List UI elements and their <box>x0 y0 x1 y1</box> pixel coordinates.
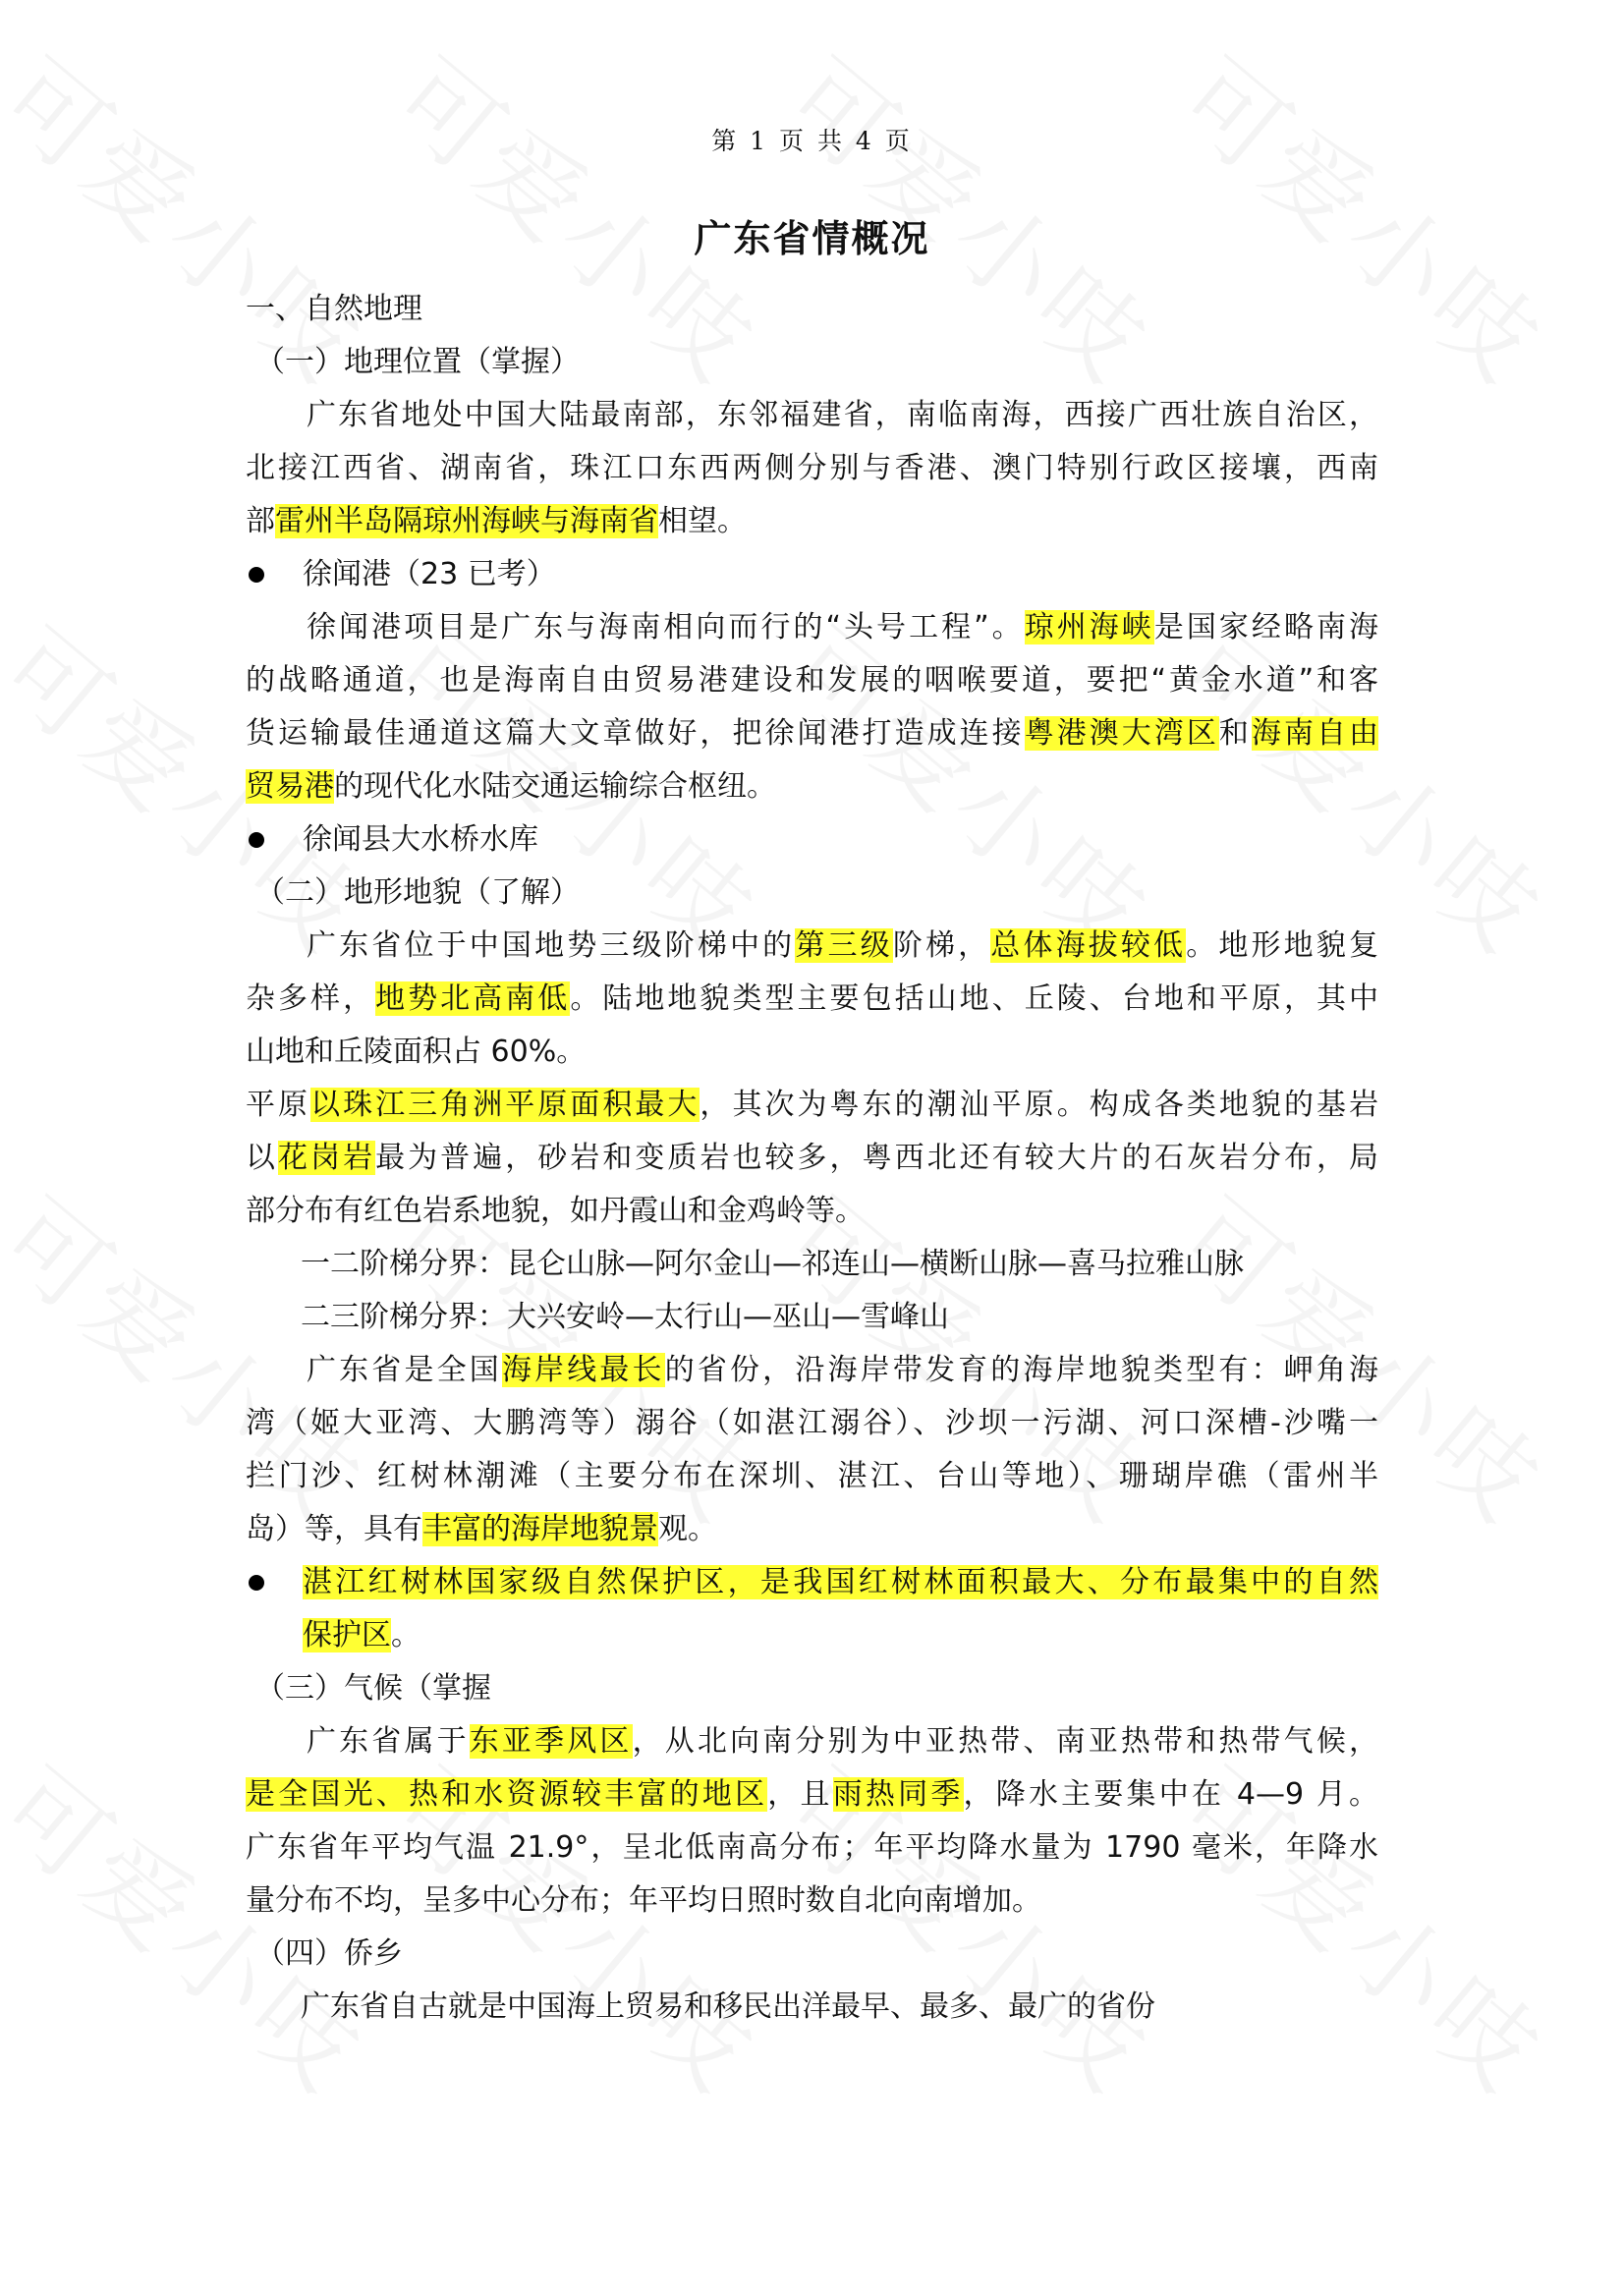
paragraph-line: 部分布有红色岩系地貌，如丹霞山和金鸡岭等。 <box>246 1194 865 1228</box>
paragraph-line: 广东省自古就是中国海上贸易和移民出洋最早、最多、最广的省份 <box>301 1989 1155 2024</box>
paragraph-line: 拦门沙、红树林潮滩（主要分布在深圳、湛江、台山等地）、珊瑚岸礁（雷州半 <box>246 1459 1378 1493</box>
subsection-heading: （二）地形地貌（了解） <box>255 875 580 910</box>
paragraph-line: 是全国光、热和水资源较丰富的地区，且雨热同季，降水主要集中在 4—9 月。 <box>246 1777 1378 1812</box>
paragraph-line: 湾（姬大亚湾、大鹏湾等）溺谷（如湛江溺谷）、沙坝一污湖、河口深槽-沙嘴一 <box>246 1406 1378 1440</box>
highlight: 地势北高南低 <box>375 981 571 1016</box>
highlight: 海南自由 <box>1251 716 1378 751</box>
highlight: 总体海拔较低 <box>990 928 1187 963</box>
highlight: 贸易港 <box>246 769 334 804</box>
highlight: 粤港澳大湾区 <box>1024 716 1219 751</box>
bullet-item <box>246 1556 1378 1609</box>
note-line: 二三阶梯分界：大兴安岭—太行山—巫山—雪峰山 <box>301 1300 949 1334</box>
highlight: 第三级 <box>795 928 893 963</box>
bullet-dot-icon <box>249 1575 264 1591</box>
paragraph-line: 贸易港的现代化水陆交通运输综合枢纽。 <box>246 769 776 804</box>
bullet-item: 徐闻港（23 已考） <box>246 548 1378 601</box>
paragraph-line: 货运输最佳通道这篇大文章做好，把徐闻港打造成连接粤港澳大湾区和海南自由 <box>246 716 1378 751</box>
paragraph-line: 的战略通道，也是海南自由贸易港建设和发展的咽喉要道，要把“黄金水道”和客 <box>246 663 1378 698</box>
paragraph-line: 北接江西省、湖南省，珠江口东西两侧分别与香港、澳门特别行政区接壤，西南 <box>246 451 1378 485</box>
paragraph-line: 岛）等，具有丰富的海岸地貌景观。 <box>246 1512 717 1546</box>
highlight: 雨热同季 <box>832 1777 964 1812</box>
document-body <box>246 283 1378 2034</box>
paragraph-line: 徐闻港项目是广东与海南相向而行的“头号工程”。琼州海峡是国家经略南海 <box>307 610 1378 644</box>
highlight: 海岸线最长 <box>501 1353 665 1387</box>
highlight: 琼州海峡 <box>1024 610 1154 644</box>
highlight: 丰富的海岸地貌景 <box>422 1512 658 1546</box>
highlight: 东亚季风区 <box>469 1724 633 1759</box>
paragraph-line: 广东省位于中国地势三级阶梯中的第三级阶梯，总体海拔较低。地形地貌复 <box>307 928 1378 963</box>
bullet-dot-icon <box>249 832 264 848</box>
paragraph-line: 部雷州半岛隔琼州海峡与海南省相望。 <box>246 504 747 538</box>
paragraph-line: 广东省地处中国大陆最南部，东邻福建省，南临南海，西接广西壮族自治区， <box>307 398 1378 432</box>
highlight: 是全国光、热和水资源较丰富的地区 <box>246 1777 768 1812</box>
section-heading: 一、自然地理 <box>246 292 422 326</box>
paragraph-line: 平原以珠江三角洲平原面积最大，其次为粤东的潮汕平原。构成各类地貌的基岩 <box>246 1088 1378 1122</box>
paragraph-line: 广东省是全国海岸线最长的省份，沿海岸带发育的海岸地貌类型有：岬角海 <box>307 1353 1378 1387</box>
highlight: 保护区 <box>303 1618 391 1652</box>
highlight: 以珠江三角洲平原面积最大 <box>310 1088 700 1122</box>
paragraph-line: 广东省属于东亚季风区，从北向南分别为中亚热带、南亚热带和热带气候， <box>307 1724 1378 1759</box>
paragraph-line: 广东省年平均气温 21.9°，呈北低南高分布；年平均降水量为 1790 毫米，年降水 <box>246 1830 1378 1865</box>
paragraph-line: 杂多样，地势北高南低。陆地地貌类型主要包括山地、丘陵、台地和平原，其中 <box>246 981 1378 1016</box>
subsection-heading: （四）侨乡 <box>255 1936 403 1971</box>
highlight: 花岗岩 <box>278 1141 376 1175</box>
paragraph-line: 量分布不均，呈多中心分布；年平均日照时数自北向南增加。 <box>246 1883 1041 1918</box>
subsection-heading: （三）气候（掌握 <box>255 1671 491 1706</box>
bullet-item-continuation: 保护区。 <box>303 1618 420 1652</box>
paragraph-line: 以花岗岩最为普遍，砂岩和变质岩也较多，粤西北还有较大片的石灰岩分布，局 <box>246 1141 1378 1175</box>
document-title: 广东省情概况 <box>694 217 930 260</box>
highlight: 雷州半岛隔琼州海峡与海南省 <box>275 504 658 538</box>
note-line: 一二阶梯分界：昆仑山脉—阿尔金山—祁连山—横断山脉—喜马拉雅山脉 <box>301 1247 1244 1281</box>
bullet-item: 徐闻县大水桥水库 <box>246 813 1378 867</box>
subsection-heading: （一）地理位置（掌握） <box>255 345 580 379</box>
highlight: 湛江红树林国家级自然保护区，是我国红树林面积最大、分布最集中的自然 <box>303 1565 1378 1599</box>
paragraph-line: 山地和丘陵面积占 60%。 <box>246 1035 587 1069</box>
page-number: 第 1 页 共 4 页 <box>711 127 913 155</box>
bullet-dot-icon <box>249 567 264 583</box>
